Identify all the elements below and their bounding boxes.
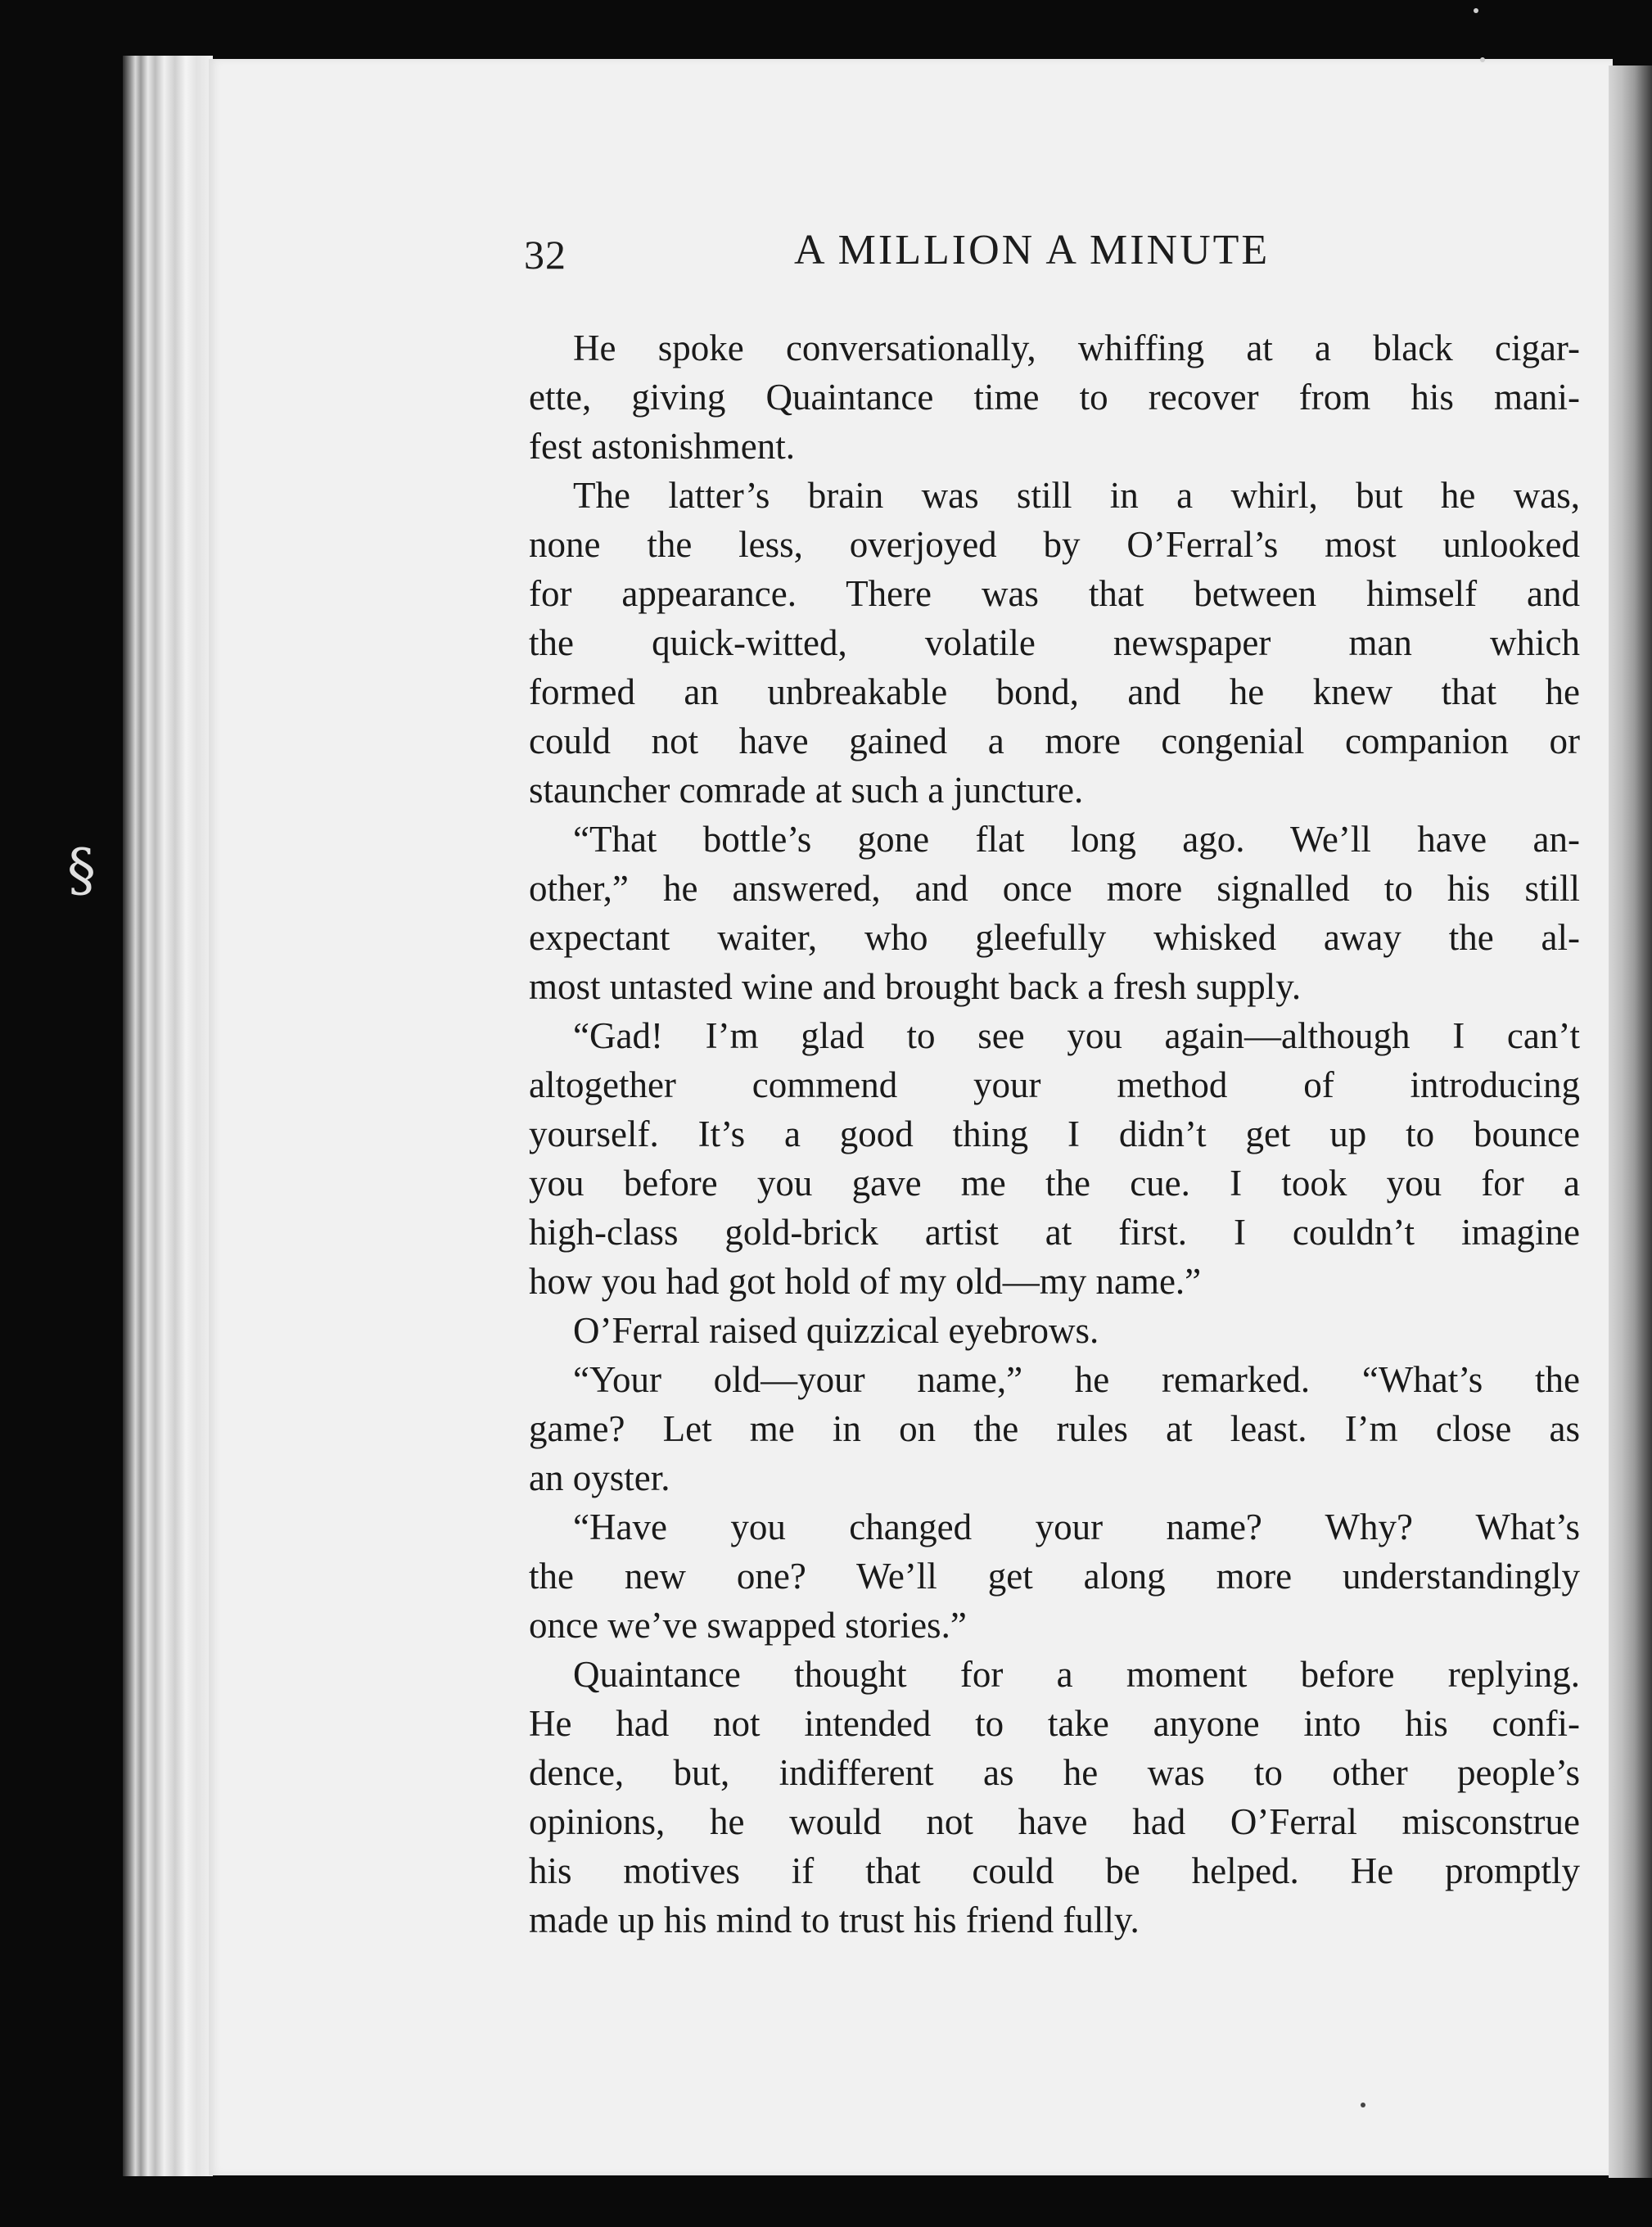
- paragraph: [529, 1502, 1580, 1650]
- book-spine-edge: [123, 56, 213, 2176]
- text-line: once we’ve swapped stories.”: [529, 1605, 967, 1646]
- text-line: fest astonishment.: [529, 426, 795, 467]
- text-line: The latter’s brain was still in a whirl, but he was,: [573, 475, 1580, 516]
- text-line: Quaintance thought for a moment before replying.: [573, 1654, 1580, 1695]
- paragraph: [529, 1306, 1580, 1355]
- text-line: altogether commend your method of introducing: [529, 1064, 1580, 1105]
- paragraph: [529, 471, 1580, 815]
- scan-speck: [1480, 57, 1485, 62]
- text-line: the new one? We’ll get along more understandingly: [529, 1556, 1580, 1597]
- body-text: [529, 323, 1580, 1945]
- paragraph: [529, 1355, 1580, 1502]
- text-line: most untasted wine and brought back a fresh supply.: [529, 966, 1302, 1007]
- text-line: “Your old—your name,” he remarked. “What’s the: [573, 1359, 1580, 1400]
- text-line: “Gad! I’m glad to see you again—although I can’t: [573, 1015, 1580, 1056]
- text-line: high-class gold-brick artist at first. I couldn’t imagine: [529, 1212, 1580, 1253]
- paragraph: [529, 1650, 1580, 1945]
- text-line: ette, giving Quaintance time to recover from his mani-: [529, 377, 1580, 418]
- paragraph: [529, 323, 1580, 471]
- text-line: how you had got hold of my old—my name.”: [529, 1261, 1202, 1302]
- page-header: [524, 221, 1580, 287]
- page-number: 32: [524, 232, 566, 278]
- text-line: made up his mind to trust his friend fully.: [529, 1900, 1140, 1940]
- text-line: O’Ferral raised quizzical eyebrows.: [573, 1310, 1099, 1351]
- text-line: dence, but, indifferent as he was to other people’s: [529, 1752, 1580, 1793]
- page-fore-edge: [1609, 66, 1652, 2178]
- text-line: his motives if that could be helped. He promptly: [529, 1850, 1580, 1891]
- text-line: “Have you changed your name? Why? What’s: [573, 1506, 1580, 1547]
- text-line: could not have gained a more congenial companion or: [529, 720, 1580, 761]
- text-line: for appearance. There was that between himself and: [529, 573, 1580, 614]
- scan-speck: [1361, 2103, 1365, 2107]
- scan-artifact-mark: §: [67, 837, 96, 904]
- text-line: the quick-witted, volatile newspaper man which: [529, 622, 1580, 663]
- paragraph: [529, 815, 1580, 1011]
- text-line: formed an unbreakable bond, and he knew that he: [529, 671, 1580, 712]
- text-line: other,” he answered, and once more signalled to his still: [529, 868, 1580, 909]
- text-line: “That bottle’s gone flat long ago. We’ll have an-: [573, 819, 1580, 860]
- text-line: an oyster.: [529, 1457, 670, 1498]
- text-line: stauncher comrade at such a juncture.: [529, 770, 1084, 811]
- text-line: He had not intended to take anyone into his confi-: [529, 1703, 1580, 1744]
- running-title: A MILLION A MINUTE: [794, 227, 1271, 273]
- text-line: game? Let me in on the rules at least. I’m close as: [529, 1408, 1580, 1449]
- text-line: He spoke conversationally, whiffing at a black cigar-: [573, 328, 1580, 368]
- text-line: yourself. It’s a good thing I didn’t get up to bounce: [529, 1114, 1580, 1154]
- text-line: opinions, he would not have had O’Ferral misconstrue: [529, 1801, 1580, 1842]
- text-line: none the less, overjoyed by O’Ferral’s most unlooked: [529, 524, 1580, 565]
- paragraph: [529, 1011, 1580, 1306]
- text-line: you before you gave me the cue. I took you for a: [529, 1163, 1580, 1204]
- text-line: expectant waiter, who gleefully whisked away the al-: [529, 917, 1580, 958]
- scan-speck: [1474, 8, 1478, 13]
